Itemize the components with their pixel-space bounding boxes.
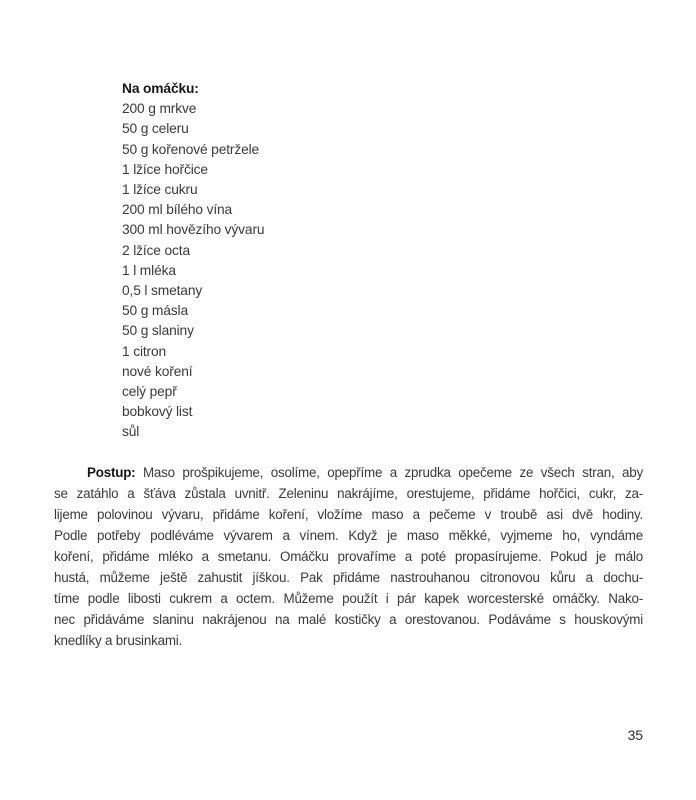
ingredient-item: 1 lžíce hořčice [122,161,208,177]
method-line: koření, přidáme mléko a smetanu. Omáčku provaříme a poté propasírujeme. Pokud je málo [54,549,643,564]
method-line: Podle potřeby podléváme vývarem a vínem. Když je maso měkké, vyjmeme ho, vyndáme [54,528,643,543]
ingredient-item: 50 g másla [122,303,188,319]
ingredient-item: 0,5 l smetany [122,283,203,299]
method-line: lijeme polovinou vývaru, přidáme koření, vložíme maso a pečeme v troubě asi dvě hodiny. [54,507,643,522]
ingredient-item: 300 ml hovězího vývaru [122,222,265,238]
method-line: knedlíky a brusinkami. [54,633,183,648]
ingredients-heading: Na omáčku: [122,81,199,96]
page-number: 35 [627,727,643,743]
method-paragraph [54,462,643,651]
ingredient-item: 1 citron [122,343,167,359]
ingredient-item: 2 lžíce octa [122,242,190,258]
ingredient-item: 50 g celeru [122,121,189,137]
method-line-text: Maso prošpikujeme, osolíme, opepříme a zprudka opečeme ze všech stran, aby [142,465,643,480]
ingredient-item: celý pepř [122,384,177,400]
ingredient-item: 200 g mrkve [122,101,197,117]
ingredient-item: 200 ml bílého vína [122,202,233,218]
ingredient-list [122,79,264,443]
method-line [54,462,643,483]
ingredient-item: 1 lžíce cukru [122,182,198,198]
method-line: se zatáhlo a šťáva zůstala uvnitř. Zeleninu nakrájíme, orestujeme, přidáme hořčici, cukr, za- [54,486,643,501]
ingredient-item: nové koření [122,363,193,379]
method-line: tíme podle libosti cukrem a octem. Můžeme použít i pár kapek worcesterské omáčky. Nako- [54,591,643,606]
ingredient-item: 50 g slaniny [122,323,194,339]
ingredient-item: 50 g kořenové petržele [122,141,260,157]
method-label: Postup: [87,465,136,480]
ingredient-item: bobkový list [122,404,193,420]
ingredient-item: 1 l mléka [122,262,176,278]
method-line: nec přidáváme slaninu nakrájenou na malé kostičky a orestovanou. Podáváme s houskovými [54,612,643,627]
ingredient-item: sůl [122,424,140,440]
method-line: hustá, můžeme ještě zahustit jíškou. Pak přidáme nastrouhanou citronovou kůru a dochu- [54,570,643,585]
